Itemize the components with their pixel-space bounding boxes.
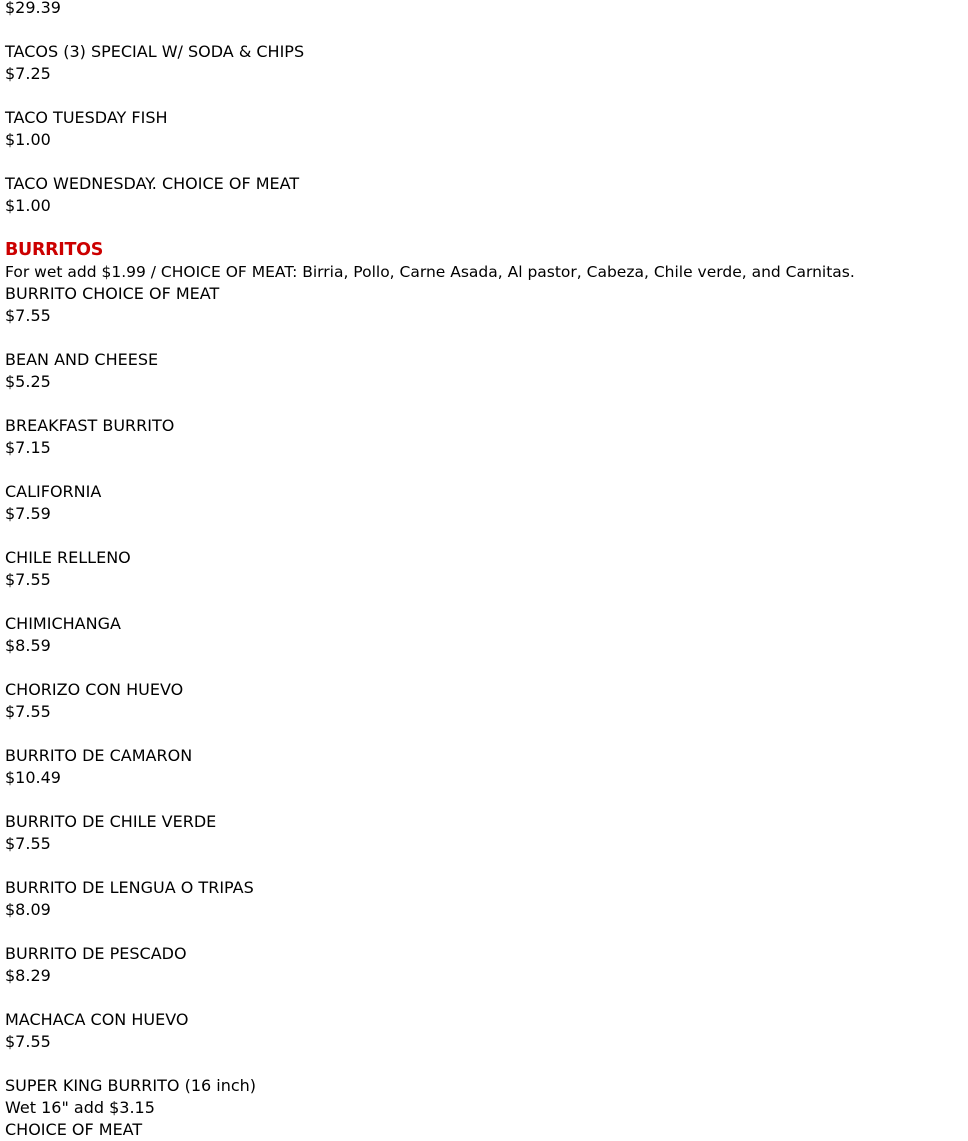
item-name: BURRITO CHOICE OF MEAT: [5, 284, 220, 303]
item-price: $29.39: [5, 0, 61, 17]
menu-item: [5, 283, 960, 327]
item-name: BURRITO DE LENGUA O TRIPAS: [5, 878, 254, 897]
menu-content: [5, 0, 960, 1141]
menu-item: [5, 481, 960, 525]
item-price: $1.00: [5, 196, 51, 215]
item-name: TACOS (3) SPECIAL W/ SODA & CHIPS: [5, 42, 305, 61]
burritos-section: [5, 239, 960, 1141]
item-price: $8.29: [5, 966, 51, 985]
menu-item: [5, 943, 960, 987]
item-name: BREAKFAST BURRITO: [5, 416, 175, 435]
menu-item: [5, 745, 960, 789]
item-price: $7.55: [5, 306, 51, 325]
item-price: $7.55: [5, 570, 51, 589]
menu-item: [5, 415, 960, 459]
item-price: $8.59: [5, 636, 51, 655]
burrito-list: [5, 283, 960, 1141]
menu-item: [5, 613, 960, 657]
tacos-section: [5, 0, 960, 217]
item-name: CHORIZO CON HUEVO: [5, 680, 184, 699]
menu-item: [5, 811, 960, 855]
item-extra: CHOICE OF MEAT: [5, 1120, 143, 1139]
item-price: $1.00: [5, 130, 51, 149]
menu-item: [5, 877, 960, 921]
item-price: $7.25: [5, 64, 51, 83]
item-name: TACO WEDNESDAY. CHOICE OF MEAT: [5, 174, 300, 193]
item-name: TACO TUESDAY FISH: [5, 108, 168, 127]
item-price: $7.55: [5, 834, 51, 853]
item-price: $10.49: [5, 768, 61, 787]
item-price: Wet 16" add $3.15: [5, 1098, 155, 1117]
menu-item: [5, 349, 960, 393]
item-price: $7.59: [5, 504, 51, 523]
item-name: BURRITO DE PESCADO: [5, 944, 187, 963]
item-price: $7.15: [5, 438, 51, 457]
section-heading: BURRITOS: [5, 240, 104, 260]
item-price: $5.25: [5, 372, 51, 391]
menu-item: [5, 173, 960, 217]
item-name: MACHACA CON HUEVO: [5, 1010, 189, 1029]
item-name: BURRITO DE CHILE VERDE: [5, 812, 217, 831]
menu-item: [5, 547, 960, 591]
item-price: $7.55: [5, 1032, 51, 1051]
menu-item: [5, 0, 960, 19]
menu-item: [5, 1009, 960, 1053]
menu-item: [5, 107, 960, 151]
item-name: BEAN AND CHEESE: [5, 350, 159, 369]
item-name: CHIMICHANGA: [5, 614, 121, 633]
item-price: $8.09: [5, 900, 51, 919]
item-name: SUPER KING BURRITO (16 inch): [5, 1076, 257, 1095]
menu-item: [5, 41, 960, 85]
item-name: CHILE RELLENO: [5, 548, 131, 567]
item-name: CALIFORNIA: [5, 482, 102, 501]
item-name: BURRITO DE CAMARON: [5, 746, 193, 765]
item-price: $7.55: [5, 702, 51, 721]
menu-item: [5, 679, 960, 723]
section-note: For wet add $1.99 / CHOICE OF MEAT: Birria, Pollo, Carne Asada, Al pastor, Cabeza, Chile verde, and Carnitas.: [5, 263, 855, 281]
menu-item: [5, 1075, 960, 1141]
